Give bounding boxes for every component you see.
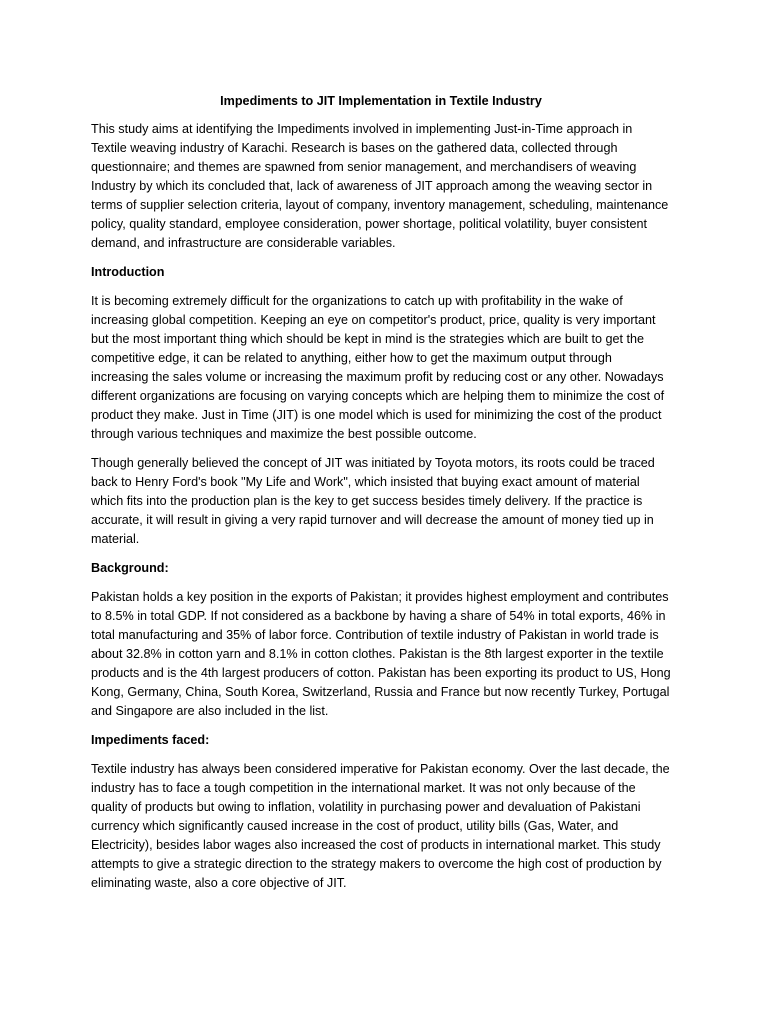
section-heading-impediments: Impediments faced: [91, 733, 210, 747]
section-heading-introduction: Introduction [91, 265, 165, 279]
section-heading-background: Background: [91, 561, 169, 575]
background-paragraph: Pakistan holds a key position in the exports of Pakistan; it provides highest employment and contributes to 8.5% in total GDP. If not considered as a backbone by having a share of 54% in total exports, 46% in total manufacturing and 35% of labor force. Contribution of textile industry of Pakistan in world trade is about 32.8% in cotton yarn and 8.1% in cotton clothes. Pakistan is the 8th largest exporter in the textile products and is the 4th largest producers of cotton. Pakistan has been exporting its product to US, Hong Kong, Germany, China, South Korea, Switzerland, Russia and France but now recently Turkey, Portugal and Singapore are also included in the list. [91, 590, 671, 718]
impediments-paragraph: Textile industry has always been considered imperative for Pakistan economy. Over the last decade, the industry has to face a tough competition in the international market. It was not only because of the quality of products but owing to inflation, volatility in purchasing power and devaluation of Pakistani currency which significantly caused increase in the cost of product, utility bills (Gas, Water, and Electricity), besides labor wages also increased the cost of products in international market. This study attempts to give a strategic direction to the strategy makers to overcome the high cost of production by eliminating waste, also a core objective of JIT. [91, 762, 670, 890]
introduction-paragraph-2: Though generally believed the concept of JIT was initiated by Toyota motors, its roots could be traced back to Henry Ford's book "My Life and Work", which insisted that buying exact amount of material which fits into the production plan is the key to get success besides timely delivery. If the practice is accurate, it will result in giving a very rapid turnover and will decrease the amount of money tied up in material. [91, 456, 655, 546]
abstract-paragraph: This study aims at identifying the Impediments involved in implementing Just-in-Time approach in Textile weaving industry of Karachi. Research is bases on the gathered data, collected through questionnaire; and themes are spawned from senior management, and merchandisers of weaving Industry by which its concluded that, lack of awareness of JIT approach among the weaving sector in terms of supplier selection criteria, layout of company, inventory management, scheduling, maintenance policy, quality standard, employee consideration, power shortage, political volatility, buyer consistent demand, and infrastructure are considerable variables. [91, 122, 669, 250]
document-page [91, 92, 671, 903]
introduction-paragraph-1: It is becoming extremely difficult for the organizations to catch up with profitability in the wake of increasing global competition. Keeping an eye on competitor's product, price, quality is very important but the most important thing which should be kept in mind is the strategies which are built to get the competitive edge, it can be related to anything, either how to get the maximum output through increasing the sales volume or increasing the maximum profit by reducing cost or any other. Nowadays different organizations are focusing on varying concepts which are helping them to minimize the cost of product they make. Just in Time (JIT) is one model which is used for minimizing the cost of the product through various techniques and maximize the best possible outcome. [91, 294, 665, 441]
document-title: Impediments to JIT Implementation in Textile Industry [220, 94, 542, 108]
